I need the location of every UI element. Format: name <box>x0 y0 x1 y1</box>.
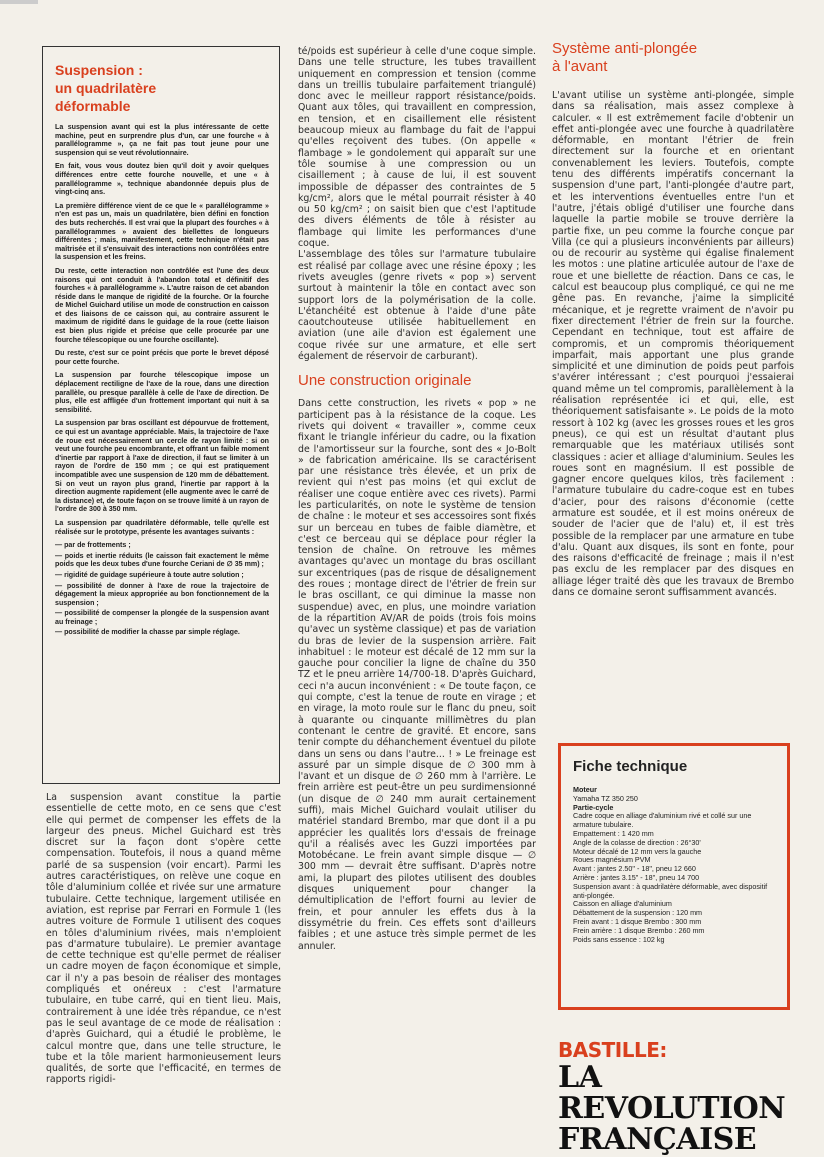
sidebar-paragraph: La suspension par bras oscillant est dépourvue de frottement, ce qui est un avantage appréciable. Mais, la trajectoire de l'axe de roue est nécessairement un cercle de rayon limité : si on veut une fourche peu encombrante, et offrant un faible moment d'inertie par rapport à l'axe de direction, il faut se limiter à un rayon de l'ordre de 150 mm ; ce qui est pratiquement incompatible avec une suspension de 120 mm de débattement. Si on veut un rayon plus grand, l'inertie par rapport à la direction augmente rapidement (elle augmente avec le carré de la distance) et, de toute façon on se trouve limité à un rayon de l'ordre de 300 à 350 mm. <box>55 419 269 514</box>
sidebar-paragraph: La suspension par fourche télescopique impose un déplacement rectiligne de l'axe de la roue, dans une direction parallèle, ou presque parallèle à celle de l'axe de direction. De plus, elle est affligée d'un frottement important qui nuit à sa sensibilité. <box>55 371 269 414</box>
headline-line: LA REVOLUTION <box>558 1060 786 1126</box>
heading-line1: Système anti-plongée <box>552 40 698 57</box>
sidebar-paragraph: Du reste, cette interaction non contrôlée est l'une des deux raisons qui ont conduit à l'abandon total et définitif des fourches « à parallélogramme ». L'autre raison de cet abandon réside dans le manque de rigidité de la fourche. Or la fourche de Michel Guichard utilise un mode de construction en caisson et des liaisons de ce caisson qui, au contraire assurent le maximum de rigidité dans le guidage de la roue (cette liaison est bien plus rigide et précise que celle procurée par une fourche télescopique ou une fourche oscillante). <box>55 266 269 344</box>
headline-kicker: BASTILLE: <box>558 1038 667 1062</box>
sidebar-list-item: — rigidité de guidage supérieure à toute autre solution ; <box>55 570 244 579</box>
sidebar-title-line1: Suspension : <box>55 62 143 78</box>
sidebar-paragraph: La première différence vient de ce que le « parallélogramme » n'en est pas un, mais un quadrilatère, bien défini en fonction des buts recherchés. Il est vrai que la plupart des fourches « à parallélogrammes » avaient des biellettes de longueurs différentes ; mais, manifestement, cette technique n'était pas maîtrisée et il s'ensuivait des interactions non contrôlées entre la suspension et les freins. <box>55 201 269 262</box>
sidebar-title-line2: un quadrilatère <box>55 80 157 96</box>
suspension-sidebar-box <box>42 46 280 784</box>
fiche-item: Poids sans essence : 102 kg <box>573 934 665 944</box>
page-edge-mark <box>0 0 38 4</box>
fiche-item: Partie-cycle <box>573 802 614 812</box>
fiche-item: Débattement de la suspension : 120 mm <box>573 908 703 918</box>
headline-block <box>558 1038 798 1155</box>
left-column-text <box>46 792 281 1142</box>
fiche-item: Frein avant : 1 disque Brembo : 300 mm <box>573 916 702 926</box>
fiche-items <box>573 786 777 944</box>
sidebar-list-item: — poids et inertie réduits (le caisson fait exactement le même poids que les deux tubes d'une fourche Ceriani de ∅ 35 mm) ; <box>55 551 269 569</box>
fiche-item: Yamaha TZ 350 250 <box>573 793 638 803</box>
section-heading-construction: Une construction originale <box>298 372 472 390</box>
fiche-item: Cadre coque en alliage d'aluminium rivé et collé sur une armature tubulaire. <box>573 811 752 830</box>
right-column <box>552 40 794 740</box>
fiche-item: Frein arrière : 1 disque Brembo : 260 mm <box>573 925 705 935</box>
fiche-title: Fiche technique <box>573 758 688 775</box>
sidebar-list-item: — possibilité de modifier la chasse par simple réglage. <box>55 628 240 637</box>
sidebar-paragraph: La suspension par quadrilatère déformable, telle qu'elle est réalisée sur le prototype, présente les avantages suivants : <box>55 518 269 536</box>
fiche-item: Arrière : jantes 3.15" - 18", pneu 14 700 <box>573 872 700 882</box>
fiche-item: Moteur <box>573 785 597 794</box>
body-paragraph: L'assemblage des tôles sur l'armature tubulaire est réalisé par collage avec une résine époxy ; les rivets aveugles (genre rivets « pop ») servent surtout à maintenir la tôle en contact avec son support lors de la polymérisation de la colle. L'étanchéité est obtenue à l'aide d'une pâte caoutchouteuse utilisée habituellement en aviation (une aile d'avion est également une coque rivée sur une armature, et elle sert également de réservoir de carburant). <box>298 249 536 363</box>
fiche-item: Angle de la colasse de direction : 26°30' <box>573 837 701 847</box>
sidebar-title-line3: déformable <box>55 98 131 114</box>
headline-line: FRANÇAISE <box>558 1122 757 1157</box>
sidebar-paragraph: Du reste, c'est sur ce point précis que porte le brevet déposé pour cette fourche. <box>55 349 269 366</box>
sidebar-list-item: — par de frottements ; <box>55 541 131 550</box>
fiche-item: Suspension avant : à quadrilatère déformable, avec dispositif anti-plongée. <box>573 881 768 900</box>
body-paragraph: L'avant utilise un système anti-plongée, simple dans sa réalisation, mais assez complexe à calculer. « Il est extrêmement facile d'obtenir un effet anti-plongée avec une fourche à quadrilatère déformable, en montant l'étrier de frein directement sur la fourche et en orientant convenablement les leviers. Toutefois, compte tenu des différents impératifs concernant la suspension d'une part, l'anti-plongée d'autre part, et les interventions éventuelles entre l'un et l'autre, j'étais obligé d'utiliser une fourche dans laquelle la partie mobile se trouve derrière la partie fixe, un peu comme la fourche conçue par Villa (ce qui a plusieurs inconvénients par ailleurs) ou de recourir au système qui égalise finalement les motos : une platine articulée autour de l'axe de roue et une biellette de réaction. Dans ce cas, le calcul est beaucoup plus compliqué, ce qui ne me gêne pas. En revanche, j'aime la simplicité mécanique, et je regrette vraiment de n'avoir pu fixer directement l'étrier de frein sur la fourche. Cependant en technique, tout est affaire de compromis, et un compromis théoriquement imparfait, mais apportant une plus grande simplicité et une diminution de poids peut parfois s'avérer intéressant ; c'est pourquoi j'essaierai quand même un tel compromis, parallèlement à la réalisation représentée ici et qui, elle, est théoriquement satisfaisante ». Le poids de la moto ressort à 102 kg (avec les grosses roues et les gros pneus), ce qui est un résultat d'autant plus remarquable que les matériaux utilisés sont classiques : acier et alliage d'aluminium. Seules les roues sont en magnésium. Il est possible de gagner encore quelques kilos, très facilement : l'armature tubulaire du cadre-coque est en tubes d'acier, pour des raisons d'économie (cette armature est soudée, et il est moins onéreux de souder de l'acier que de l'alu) et, il est très possible de la remplacer par une armature en tube d'alu. Quant aux disques, ils sont en fonte, pour des raisons d'efficacité de freinage ; mais il n'est pas exclu de les remplacer par des disques en alliage léger traité dès que les travaux de Brembo dans ce domaine seront suffisamment avancés. <box>552 90 794 599</box>
body-paragraph: La suspension avant constitue la partie essentielle de cette moto, en ce sens que c'est elle qui permet de compenser les effets de la largeur des pneus. Michel Guichard est très discret sur la façon dont s'opère cette compensation. Toutefois, il nous a quand même parlé de sa suspension (voir encart). Parmi les autres caractéristiques, on relève une coque en tôle d'aluminium collée et rivée sur une armature tubulaire. Cette technique, largement utilisée en aviation, est reprise par Ferrari en Formule 1 (les autres voiture de Formule 1 utilisent des coques en tôles d'aluminium rivées, mais n'emploient pas d'armature tubulaire). Le premier avantage de cette technique est qu'elle permet de réaliser un cadre moyen de façon économique et simple, car il n'y a pas besoin de réaliser des montages compliqués et onéreux : c'est l'armature tubulaire, en tube carré, qui en tient lieu. Mais, contrairement à une idée très répandue, ce n'est pas le seul avantage de ce mode de réalisation : d'après Guichard, qui a étudié le problème, le calcul montre que, dans une telle structure, le tube et la tôle marient harmonieusement leurs qualités, de sorte que l'efficacité, en termes de rapports rigidi- <box>46 792 281 1086</box>
sidebar-paragraph: La suspension avant qui est la plus intéressante de cette machine, peut en surprendre plus d'un, car une fourche « à parallélogramme », ça ne fait pas tout jeune pour une suspension qui se veut révolutionnaire. <box>55 123 269 157</box>
body-paragraph: Dans cette construction, les rivets « pop » ne participent pas à la résistance de la coque. Les rivets qui doivent « travailler », comme ceux fixant le triangle inférieur du cadre, ou la fixation de l'amortisseur sur la fourche, sont des « Jo-Bolt » de fabrication américaine. Ils se caractérisent par une résistance très élevée, et un prix de revient qui n'est pas moins (et qui exclut de réaliser une coque entière avec ces rivets). Parmi les particularités, on note le système de tension de chaîne : le moteur et ses accessoires sont fixés sur un berceau en tubes de faible diamètre, et c'est ce berceau qui se déplace pour régler la tension de chaîne. On retrouve les mêmes avantages qu'avec un montage du bras oscillant sur excentriques (pas de risque de désalignement des roues ; montage direct de l'étrier de frein sur le bras oscillant, ce qui diminue la masse non suspendue) avec, en plus, une moindre variation de la répartition AV/AR de poids (trois fois moins qu'avec un système classique) et pas de variation du bras de levier de la suspension arrière. Fait inhabituel : le moteur est décalé de 12 mm sur la gauche pour concilier la ligne de chaîne du 350 TZ et le pneu arrière 14/700-18. D'après Guichard, ceci n'a aucun inconvénient : « De toute façon, ce qui compte, c'est la tenue de route en virage ; et en virage, la moto roule sur le flanc du pneu, soit à quarante ou cinquante millimètres du plan contenant le centre de gravité. Et encore, sans tenir compte du déhanchement éventuel du pilote dans un sens ou dans l'autre... ! » Le freinage est assuré par un simple disque de ∅ 300 mm à l'avant et un disque de ∅ 260 mm à l'arrière. Le frein arrière est peut-être un peu surdimensionné (un disque de ∅ 240 mm aurait certainement suffi), mais Michel Guichard voulait utiliser du matériel standard Brembo, mar que dont il a pu apprécier les qualités lors d'essais de freinage qu'il a réalisés avec les Guzzi importées par Motobécane. Le frein avant simple disque — ∅ 300 mm — devrait être suffisant. D'après notre ami, la plupart des pilotes utilisent des doubles disques uniquement pour changer la démultiplication de l'effort fourni au levier de frein, et pour annuler les effets dus à la dissymétrie du frein. Ces effets sont d'ailleurs faibles ; et une astuce très simple permet de les annuler. <box>298 398 536 952</box>
fiche-item: Roues magnésium PVM <box>573 855 651 865</box>
fiche-technique-box <box>558 743 790 1010</box>
body-paragraph: té/poids est supérieur à celle d'une coque simple. Dans une telle structure, les tubes travaillent uniquement en compression et tension (comme dans un treillis tubulaire parfaitement triangulé) donc avec le meilleur rapport résistance/poids. Quant aux tôles, qui travaillent en compression, en tension, et en cisaillement elle résistent beaucoup mieux au flambage du fait de l'appui qu'elles reçoivent des tubes. (On appelle « flambage » le gondolement qui apparaît sur une tôle soumise à une compression ou un cisaillement ; à cause de lui, il est souvent impossible de dépasser des contraintes de 5 kg/cm², alors que le métal pourrait résister à 40 ou 50 kg/cm² ; on saisit bien que c'est l'aptitude des divers éléments de tôle à résister au flambage qui limite les performances d'une coque. <box>298 46 536 250</box>
section-heading-anti-plongee <box>552 40 794 76</box>
heading-line2: à l'avant <box>552 58 608 75</box>
sidebar-list-item: — possibilité de donner à l'axe de roue la trajectoire de dégagement la mieux appropriée au bon fonctionnement de la suspension ; <box>55 581 269 607</box>
fiche-item: Caisson en alliage d'aluminium <box>573 899 672 909</box>
sidebar-list-item: — possibilité de compenser la plongée de la suspension avant au freinage ; <box>55 609 269 626</box>
middle-column <box>298 46 536 1144</box>
fiche-item: Avant : jantes 2.50" - 18", pneu 12 660 <box>573 864 696 874</box>
sidebar-paragraph: En fait, vous vous doutez bien qu'il doit y avoir quelques différences entre cette fourche nouvelle, et une « à parallélogramme », technique abandonnée depuis plus de vingt-cinq ans. <box>55 162 269 197</box>
fiche-item: Moteur décalé de 12 mm vers la gauche <box>573 846 702 856</box>
fiche-item: Empattement : 1 420 mm <box>573 828 654 838</box>
sidebar-title <box>55 61 269 115</box>
